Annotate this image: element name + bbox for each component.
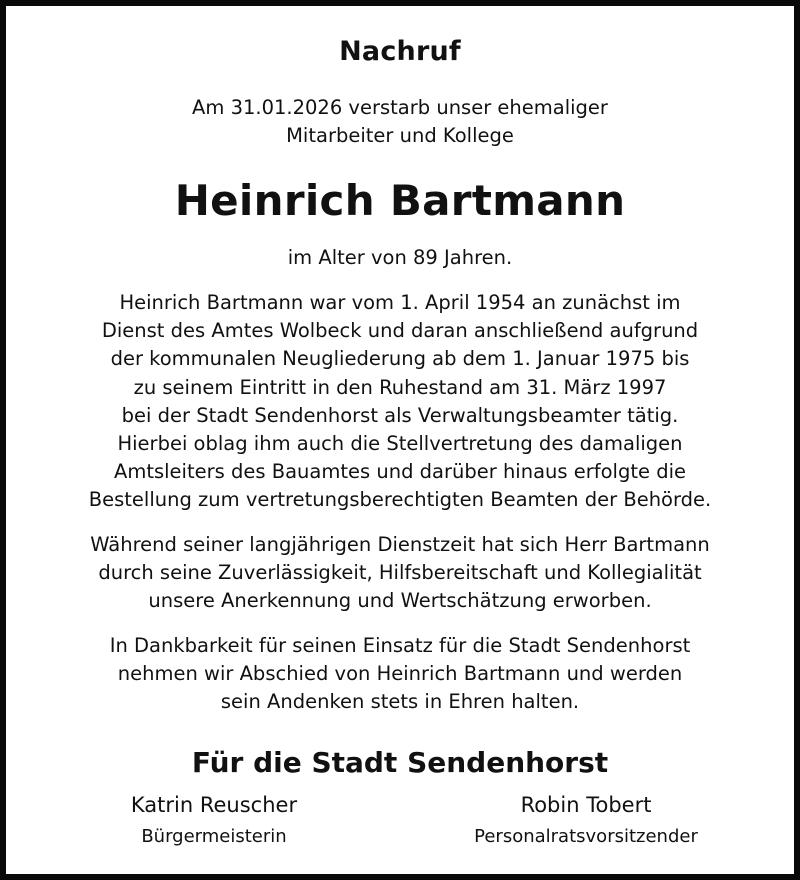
paragraph-farewell — [6, 632, 794, 717]
paragraph-line: Während seiner langjährigen Dienstzeit hat sich Herr Bartmann — [90, 533, 710, 556]
notice-title: Nachruf — [339, 36, 461, 67]
paragraph-line: Bestellung zum vertretungsberechtigten Beamten der Behörde. — [88, 488, 712, 512]
signatory-name: Robin Tobert — [520, 793, 652, 817]
signatory-name: Katrin Reuscher — [130, 793, 298, 817]
paragraph-line: nehmen wir Abschied von Heinrich Bartmann und werden — [117, 662, 683, 686]
paragraph-line: unsere Anerkennung und Wertschätzung erworben. — [148, 589, 652, 613]
signatory-role: Bürgermeisterin — [141, 826, 287, 847]
intro-text — [6, 94, 794, 150]
closing-line: Für die Stadt Sendenhorst — [191, 746, 609, 779]
obituary-notice — [6, 6, 794, 874]
paragraph-line: In Dankbarkeit für seinen Einsatz für die Stadt Sendenhorst — [109, 634, 691, 657]
paragraph-line: Hierbei oblag ihm auch die Stellvertretung des damaligen — [117, 432, 683, 456]
paragraph-line: durch seine Zuverlässigkeit, Hilfsbereitschaft und Kollegialität — [98, 561, 702, 585]
paragraph-line: der kommunalen Neugliederung ab dem 1. Januar 1975 bis — [110, 347, 690, 371]
intro-line: Am 31.01.2026 verstarb unser ehemaliger — [192, 96, 608, 119]
paragraph-career — [6, 289, 794, 515]
paragraph-line: bei der Stadt Sendenhorst als Verwaltungsbeamter tätig. — [121, 403, 679, 427]
signatory-role: Personalratsvorsitzender — [474, 826, 698, 847]
paragraph-line: Dienst des Amtes Wolbeck und daran anschließend aufgrund — [101, 319, 699, 343]
paragraph-line: zu seinem Eintritt in den Ruhestand am 31. März 1997 — [133, 375, 667, 399]
age-line: im Alter von 89 Jahren. — [287, 246, 513, 269]
intro-line: Mitarbeiter und Kollege — [286, 124, 514, 147]
deceased-name: Heinrich Bartmann — [174, 176, 626, 225]
paragraph-line: sein Andenken stets in Ehren halten. — [220, 690, 580, 714]
paragraph-line: Amtsleiters des Bauamtes und darüber hinaus erfolgte die — [114, 460, 686, 484]
paragraph-appreciation — [6, 531, 794, 616]
signatory-mayor — [44, 792, 384, 850]
signatory-staff-council — [416, 792, 756, 850]
paragraph-line: Heinrich Bartmann war vom 1. April 1954 an zunächst im — [119, 291, 681, 314]
